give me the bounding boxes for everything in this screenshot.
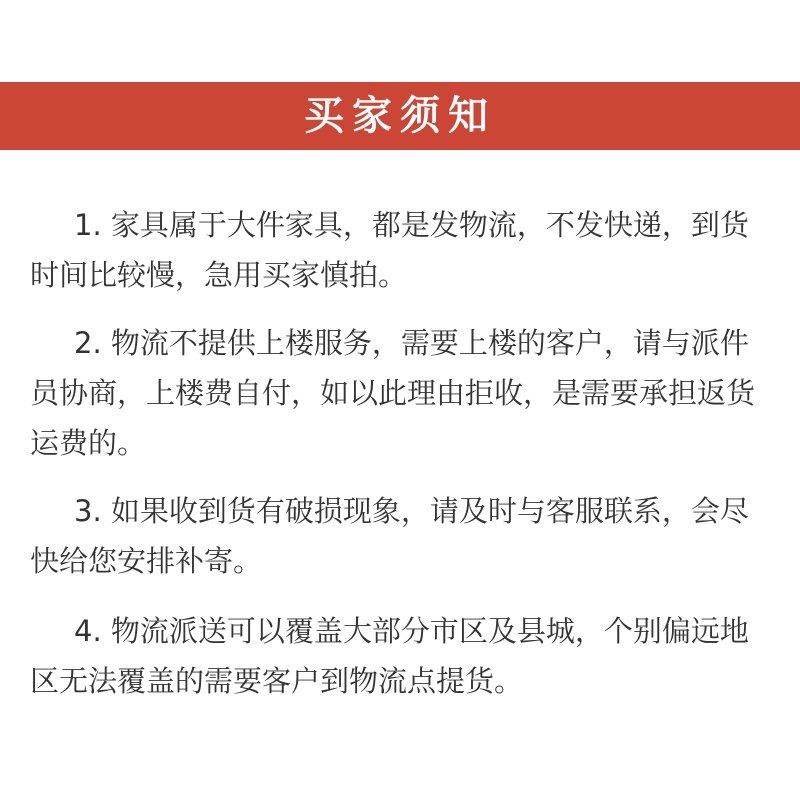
notice-item-3: 3. 如果收到货有破损现象，请及时与客服联系，会尽快给您安排补寄。	[30, 494, 749, 578]
notice-list	[30, 200, 775, 724]
notice-item-1: 1. 家具属于大件家具，都是发物流，不发快递，到货时间比较慢，急用买家慎拍。	[30, 208, 749, 292]
notice-item-4: 4. 物流派送可以覆盖大部分市区及县城，个别偏远地区无法覆盖的需要客户到物流点提货。	[30, 614, 749, 698]
notice-item-2: 2. 物流不提供上楼服务，需要上楼的客户，请与派件员协商，上楼费自付，如以此理由拒收，是需要承担返货运费的。	[30, 326, 756, 460]
page-title: 买家须知	[304, 93, 496, 139]
header-banner	[0, 82, 800, 150]
